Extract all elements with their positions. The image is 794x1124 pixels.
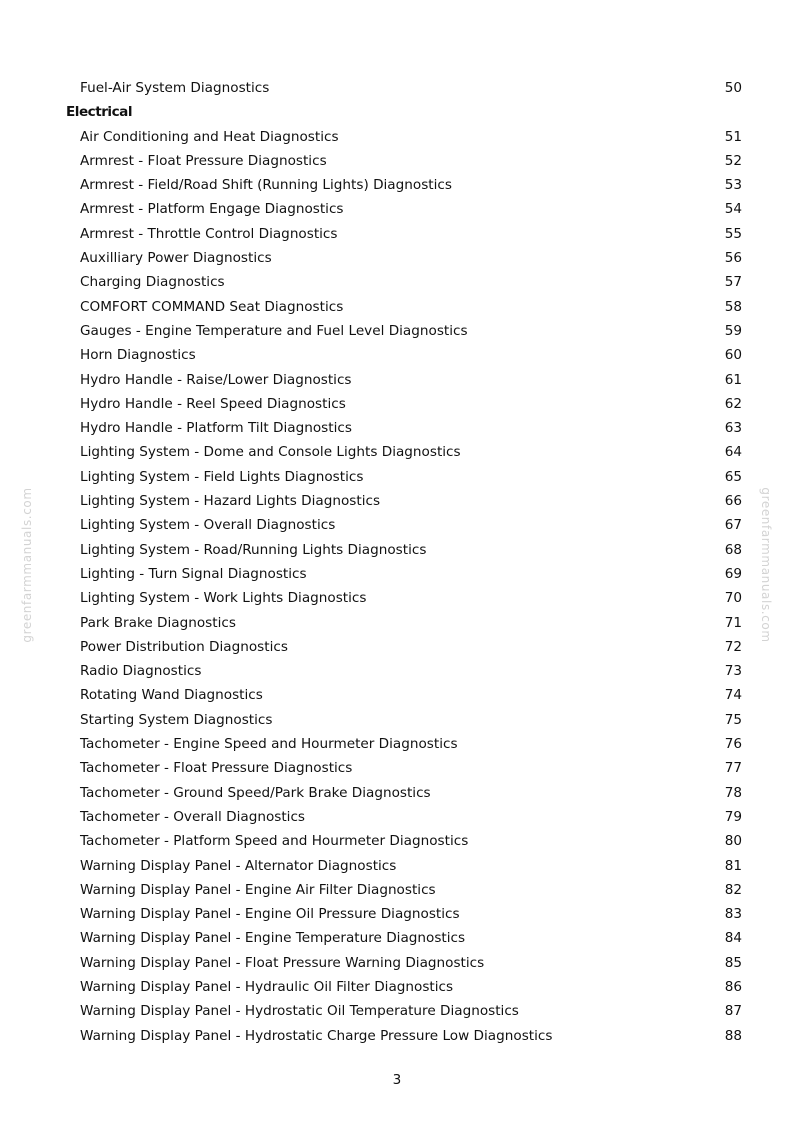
toc-entry-page-number: 76 [724,736,742,753]
toc-entry-title: Park Brake Diagnostics [80,614,236,631]
toc-entry[interactable] [0,465,794,489]
toc-entry-page-number: 85 [724,954,742,971]
toc-entry[interactable] [0,246,794,270]
toc-entry-page-number: 71 [724,614,742,631]
toc-entry-page-number: 62 [724,395,742,412]
toc-entry[interactable] [0,732,794,756]
toc-entry[interactable] [0,295,794,319]
toc-entry-title: Armrest - Field/Road Shift (Running Lights) Diagnostics [80,177,452,194]
toc-entry-title: Auxilliary Power Diagnostics [80,250,272,267]
toc-entry-title: Hydro Handle - Reel Speed Diagnostics [80,395,346,412]
toc-entry-title: Warning Display Panel - Engine Oil Pressure Diagnostics [80,906,460,923]
toc-entry-title: Warning Display Panel - Engine Temperature Diagnostics [80,930,466,947]
table-of-contents [0,76,794,1048]
toc-entry-page-number: 67 [724,517,742,534]
toc-entry-title: Armrest - Throttle Control Diagnostics [80,225,338,242]
toc-entry-title: Armrest - Platform Engage Diagnostics [80,201,344,218]
toc-entry-title: Power Distribution Diagnostics [80,638,288,655]
toc-entry-title: Warning Display Panel - Hydrostatic Oil Temperature Diagnostics [80,1003,519,1020]
toc-entry-page-number: 64 [724,444,742,461]
toc-entry[interactable] [0,76,794,100]
toc-entry[interactable] [0,611,794,635]
toc-entry-page-number: 66 [724,493,742,510]
toc-entry[interactable] [0,489,794,513]
toc-entry[interactable] [0,902,794,926]
toc-entry-title: Lighting System - Work Lights Diagnostics [80,590,367,607]
toc-entry-title: COMFORT COMMAND Seat Diagnostics [80,298,344,315]
toc-entry-page-number: 65 [724,468,742,485]
toc-entry-page-number: 87 [724,1003,742,1020]
toc-entry[interactable] [0,975,794,999]
section-heading-title: Electrical [66,104,132,121]
toc-section-heading [0,100,794,124]
toc-entry-title: Hydro Handle - Platform Tilt Diagnostics [80,420,352,437]
toc-entry-title: Tachometer - Float Pressure Diagnostics [80,760,353,777]
toc-entry[interactable] [0,562,794,586]
toc-entry[interactable] [0,319,794,343]
toc-entry-page-number: 63 [724,420,742,437]
toc-entry-title: Warning Display Panel - Hydrostatic Charge Pressure Low Diagnostics [80,1027,553,1044]
toc-entry-title: Lighting System - Dome and Console Lights Diagnostics [80,444,461,461]
toc-entry[interactable] [0,708,794,732]
toc-entry-title: Warning Display Panel - Alternator Diagnostics [80,857,397,874]
toc-entry-title: Lighting System - Road/Running Lights Diagnostics [80,541,427,558]
toc-entry-title: Air Conditioning and Heat Diagnostics [80,128,339,145]
toc-entry-page-number: 61 [724,371,742,388]
toc-entry-title: Fuel-Air System Diagnostics [80,80,270,96]
toc-entry-title: Horn Diagnostics [80,347,196,364]
toc-entry[interactable] [0,125,794,149]
toc-entry-page-number: 78 [724,784,742,801]
toc-entry-title: Lighting System - Field Lights Diagnostics [80,468,364,485]
toc-entry-page-number: 51 [724,128,742,145]
toc-entry-page-number: 82 [724,881,742,898]
toc-entry[interactable] [0,416,794,440]
toc-entry-page-number: 86 [724,978,742,995]
toc-entry-title: Tachometer - Ground Speed/Park Brake Diagnostics [80,784,431,801]
toc-entry-title: Lighting System - Overall Diagnostics [80,517,336,534]
toc-entry-page-number: 58 [724,298,742,315]
toc-entry-page-number: 74 [724,687,742,704]
toc-entry[interactable] [0,781,794,805]
toc-entry-title: Starting System Diagnostics [80,711,273,728]
toc-entry[interactable] [0,368,794,392]
toc-entry-page-number: 73 [724,663,742,680]
toc-entry-title: Hydro Handle - Raise/Lower Diagnostics [80,371,352,388]
toc-entry-title: Warning Display Panel - Engine Air Filter Diagnostics [80,881,436,898]
toc-entry-page-number: 70 [724,590,742,607]
toc-entry[interactable] [0,197,794,221]
toc-entry[interactable] [0,951,794,975]
toc-entry-title: Radio Diagnostics [80,663,202,680]
toc-entry[interactable] [0,173,794,197]
toc-entry-title: Warning Display Panel - Float Pressure Warning Diagnostics [80,954,485,971]
toc-entry-page-number: 83 [724,906,742,923]
toc-entry[interactable] [0,538,794,562]
toc-entry-page-number: 69 [724,565,742,582]
toc-entry[interactable] [0,270,794,294]
toc-entry-page-number: 72 [724,638,742,655]
toc-entry[interactable] [0,926,794,950]
toc-entry[interactable] [0,222,794,246]
toc-entry-page-number: 79 [724,808,742,825]
toc-entry-page-number: 55 [724,225,742,242]
toc-entry[interactable] [0,635,794,659]
toc-entry[interactable] [0,513,794,537]
toc-entry-title: Tachometer - Engine Speed and Hourmeter Diagnostics [80,736,458,753]
toc-entry-page-number: 68 [724,541,742,558]
toc-entry-page-number: 77 [724,760,742,777]
toc-entry-title: Lighting System - Hazard Lights Diagnostics [80,493,381,510]
toc-entry-page-number: 57 [724,274,742,291]
toc-entry[interactable] [0,149,794,173]
toc-entry[interactable] [0,805,794,829]
toc-entry[interactable] [0,659,794,683]
toc-entry[interactable] [0,756,794,780]
toc-entry[interactable] [0,999,794,1023]
toc-entry-page-number: 80 [724,833,742,850]
toc-entry[interactable] [0,586,794,610]
toc-entry[interactable] [0,829,794,853]
toc-entry-title: Tachometer - Platform Speed and Hourmeter Diagnostics [80,833,469,850]
toc-entry-title: Charging Diagnostics [80,274,225,291]
toc-entry-title: Gauges - Engine Temperature and Fuel Level Diagnostics [80,322,468,339]
toc-entry[interactable] [0,1024,794,1048]
toc-entry-page-number: 59 [724,322,742,339]
toc-entry-title: Armrest - Float Pressure Diagnostics [80,152,327,169]
watermark-text: greenfarmmanuals.com [20,487,34,643]
page-number: 3 [392,1072,402,1088]
toc-entry-page-number: 50 [724,80,742,96]
toc-entry-page-number: 84 [724,930,742,947]
toc-entry-title: Rotating Wand Diagnostics [80,687,263,704]
toc-entry[interactable] [0,392,794,416]
watermark-text: greenfarmmanuals.com [759,487,773,643]
toc-entry-title: Lighting - Turn Signal Diagnostics [80,565,307,582]
toc-entry-title: Warning Display Panel - Hydraulic Oil Filter Diagnostics [80,978,454,995]
toc-entry[interactable] [0,343,794,367]
toc-entry-page-number: 88 [724,1027,742,1044]
toc-entry[interactable] [0,683,794,707]
toc-entry-page-number: 52 [724,152,742,169]
toc-entry-page-number: 56 [724,250,742,267]
toc-entry-page-number: 75 [724,711,742,728]
toc-entry-page-number: 53 [724,177,742,194]
toc-entry-page-number: 60 [724,347,742,364]
toc-entry-page-number: 81 [724,857,742,874]
toc-entry[interactable] [0,878,794,902]
toc-entry-page-number: 54 [724,201,742,218]
toc-entry[interactable] [0,440,794,464]
toc-entry-title: Tachometer - Overall Diagnostics [80,808,306,825]
toc-entry[interactable] [0,854,794,878]
